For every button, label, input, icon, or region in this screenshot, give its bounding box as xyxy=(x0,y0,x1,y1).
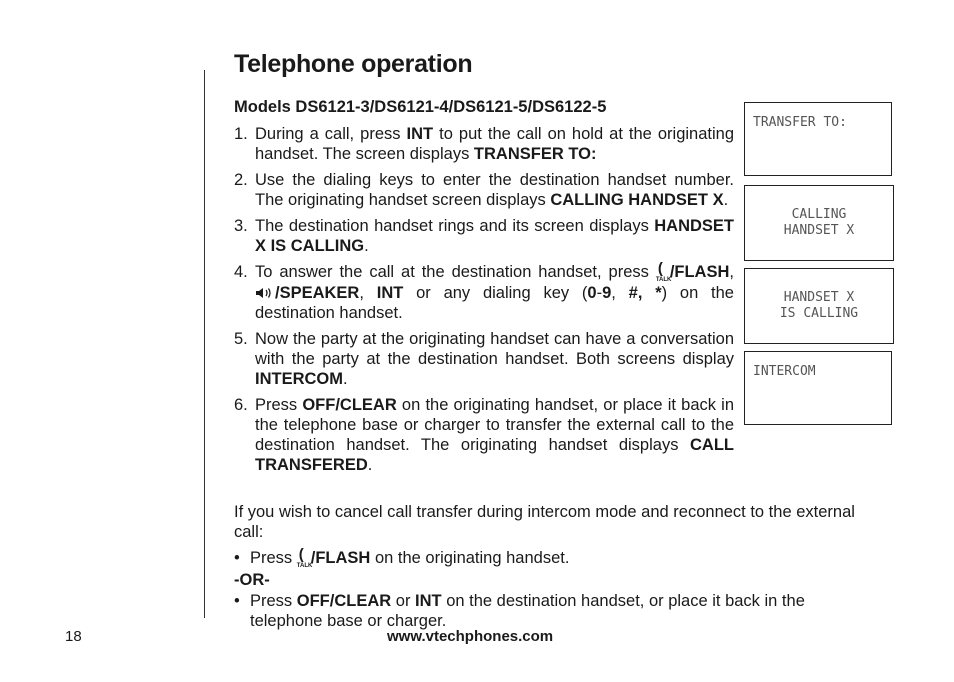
talk-key-icon: ( TALK xyxy=(655,260,672,283)
bullet-off-clear: • Press OFF/CLEAR or INT on the destination handset, or place it back in the telephone base or charger. xyxy=(234,592,805,630)
cancel-section xyxy=(234,502,862,632)
screen-transfer-to: TRANSFER TO: xyxy=(744,102,892,176)
step-text: During a call, press INT to put the call on hold at the originating handset. The screen displays TRANSFER TO: xyxy=(255,125,734,163)
step-1 xyxy=(234,124,734,164)
steps-list xyxy=(234,124,734,481)
screen-handset-calling: HANDSET X IS CALLING xyxy=(744,268,894,344)
step-text: The destination handset rings and its screen displays HANDSET X IS CALLING. xyxy=(255,217,734,255)
or-label: -OR- xyxy=(234,571,270,589)
cancel-intro: If you wish to cancel call transfer during intercom mode and reconnect to the external call: xyxy=(234,503,855,541)
step-number: 2. xyxy=(234,171,248,189)
speaker-icon xyxy=(255,286,275,300)
step-3 xyxy=(234,216,734,256)
margin-rule xyxy=(204,70,205,618)
bullet-flash: • Press ( TALK /FLASH on the originating handset. xyxy=(234,546,570,569)
screen-intercom: INTERCOM xyxy=(744,351,892,425)
website-url: www.vtechphones.com xyxy=(387,628,554,645)
step-number: 6. xyxy=(234,396,248,414)
screen-calling-handset: CALLING HANDSET X xyxy=(744,185,894,261)
step-text: Use the dialing keys to enter the destination handset number. The originating handset screen displays CALLING HANDSET X. xyxy=(255,171,734,209)
step-number: 5. xyxy=(234,330,248,348)
talk-key-icon: ( TALK xyxy=(296,546,313,569)
page-title: Telephone operation xyxy=(234,50,473,78)
step-text: Press OFF/CLEAR on the originating handset, or place it back in the telephone base or charger to transfer the external call to the destination handset. The originating handset displays CALL TRANSFERED. xyxy=(255,396,735,474)
step-number: 1. xyxy=(234,125,248,143)
page-number: 18 xyxy=(65,628,82,645)
step-text: Now the party at the originating handset can have a conversation with the party at the destination handset. Both screens display INTERCOM. xyxy=(255,330,734,388)
step-number: 4. xyxy=(234,263,248,281)
models-heading: Models DS6121-3/DS6121-4/DS6121-5/DS6122-5 xyxy=(234,98,607,116)
step-6 xyxy=(234,395,734,475)
step-text: To answer the call at the destination handset, press ( TALK /FLASH, /SPEAKER, INT or any dialing key (0-9, #, *) on the destination handset. xyxy=(255,260,734,322)
step-number: 3. xyxy=(234,217,248,235)
step-4 xyxy=(234,262,734,323)
step-2 xyxy=(234,170,734,210)
step-5 xyxy=(234,329,734,389)
